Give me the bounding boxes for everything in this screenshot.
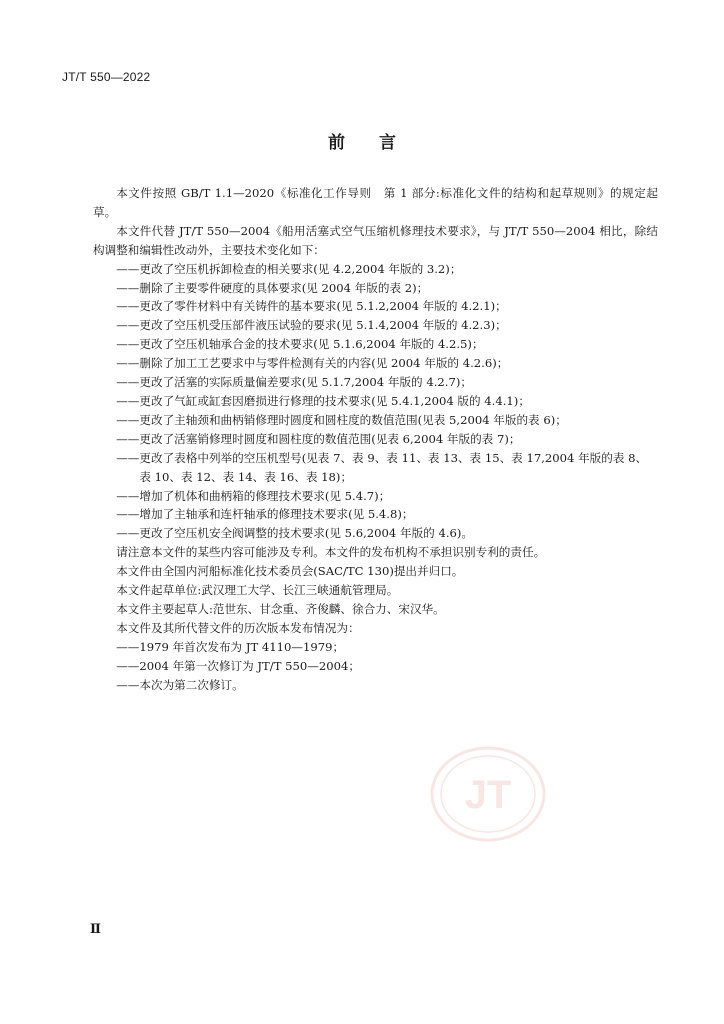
change-item: ——更改了空压机安全阀调整的技术要求(见 5.6,2004 年版的 4.6)。 (116, 526, 474, 541)
jt-seal-watermark (428, 744, 548, 844)
change-item: ——更改了气缸或缸套因磨损进行修理的技术要求(见 5.4.1,2004 版的 4.4.1)； (116, 393, 530, 408)
history-item: ——本次为第二次修订。 (116, 677, 244, 692)
change-item: ——删除了加工工艺要求中与零件检测有关的内容(见 2004 年版的 4.2.6)； (116, 356, 509, 371)
change-item: ——更改了活塞销修理时圆度和圆柱度的数值范围(见表 6,2004 年版的表 7)； (116, 431, 521, 446)
change-item: ——增加了主轴承和连杆轴承的修理技术要求(见 5.4.8)； (116, 507, 414, 522)
foreword-content (93, 184, 658, 694)
history-item: ——2004 年第一次修订为 JT/T 550—2004； (116, 658, 360, 673)
change-item: ——更改了活塞的实际质量偏差要求(见 5.1.7,2004 年版的 4.2.7)； (116, 375, 472, 390)
change-item: ——更改了空压机受压部件液压试验的要求(见 5.1.4,2004 年版的 4.2.3)； (116, 318, 507, 333)
note-paragraph: 本文件主要起草人:范世东、甘念重、齐俊麟、徐合力、宋汉华。 (116, 601, 445, 616)
change-item-continuation: 表 10、表 12、表 14、表 16、表 18)； (139, 469, 353, 484)
change-item: ——更改了表格中列举的空压机型号(见表 7、表 9、表 11、表 13、表 15、表 17,2004 年版的表 8、 (116, 450, 648, 465)
note-paragraph: 请注意本文件的某些内容可能涉及专利。本文件的发布机构不承担识别专利的责任。 (116, 545, 546, 560)
change-item: ——删除了主要零件硬度的具体要求(见 2004 年版的表 2)； (116, 280, 429, 295)
change-item: ——更改了主轴颈和曲柄销修理时圆度和圆柱度的数值范围(见表 5,2004 年版的表 6)； (116, 412, 567, 427)
document-code: JT/T 550—2022 (62, 70, 151, 84)
note-paragraph: 本文件由全国内河船标准化技术委员会(SAC/TC 130)提出并归口。 (116, 564, 464, 579)
note-paragraph: 本文件及其所代替文件的历次版本发布情况为： (116, 620, 360, 635)
change-item: ——增加了机体和曲柄箱的修理技术要求(见 5.4.7)； (116, 488, 391, 503)
note-paragraph: 本文件起草单位:武汉理工大学、长江三峡通航管理局。 (116, 583, 399, 598)
intro-paragraph: 本文件按照 GB/T 1.1—2020《标准化工作导则 第 1 部分:标准化文件的结构和起草规则》的规定起草。 (93, 186, 658, 219)
intro-paragraph: 本文件代替 JT/T 550—2004《船用活塞式空气压缩机修理技术要求》，与 JT/T 550—2004 相比，除结构调整和编辑性改动外，主要技术变化如下： (93, 223, 658, 257)
history-item: ——1979 年首次发布为 JT 4110—1979； (116, 639, 345, 654)
page-title: 前 言 (328, 133, 396, 153)
change-item: ——更改了零件材料中有关铸件的基本要求(见 5.1.2,2004 年版的 4.2.1)； (116, 299, 507, 314)
watermark-text: JT (464, 773, 512, 817)
change-item: ——更改了空压机拆卸检查的相关要求(见 4.2,2004 年版的 3.2)； (116, 261, 462, 276)
change-item: ——更改了空压机轴承合金的技术要求(见 5.1.6,2004 年版的 4.2.5)； (116, 337, 484, 352)
page-number: Ⅱ (90, 922, 101, 937)
